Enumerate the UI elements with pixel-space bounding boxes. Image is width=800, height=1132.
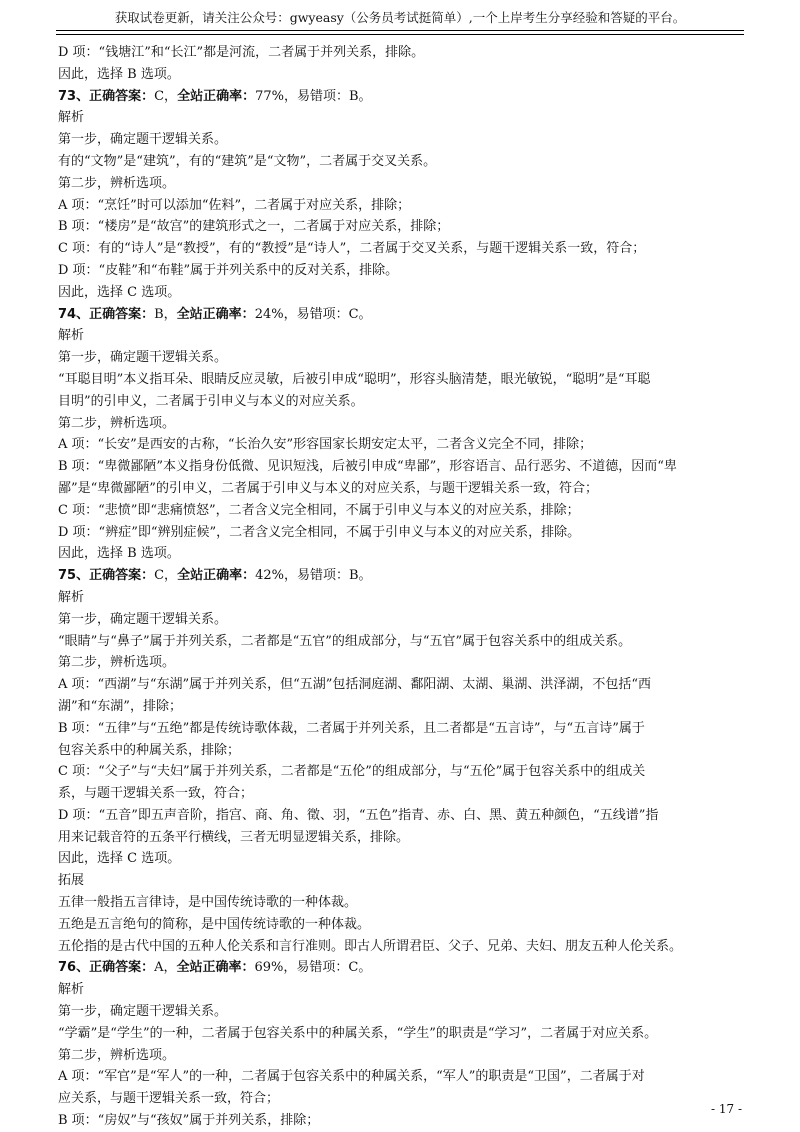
- document-body: [58, 42, 748, 1132]
- text-line: 第二步，辨析选项。: [58, 1047, 176, 1063]
- text-line: D 项：“皮鞋”和“布鞋”属于并列关系中的反对关系，排除。: [58, 262, 399, 278]
- text-line: D 项：“辨症”即“辨别症候”，二者含义完全相同，不属于引申义与本义的对应关系，排除。: [58, 524, 581, 540]
- rate-value: 69%，易错项：C。: [254, 960, 372, 976]
- question-number: 76、: [58, 960, 90, 976]
- rate-value: 42%，易错项：B。: [255, 568, 372, 584]
- text-line: D 项：“五音”即五声音阶，指宫、商、角、徵、羽，“五色”指青、赤、白、黑、黄五种颜色，“五线谱”指: [58, 807, 659, 823]
- text-line: 第一步，确定题干逻辑关系。: [58, 132, 228, 148]
- text-line: 解析: [58, 589, 85, 605]
- text-line: 五律一般指五言律诗，是中国传统诗歌的一种体裁。: [58, 895, 358, 911]
- text-line: A 项：“西湖”与“东湖”属于并列关系，但“五湖”包括洞庭湖、鄱阳湖、太湖、巢湖、洪泽湖，不包括“西: [58, 677, 652, 693]
- text-line: B 项：“楼房”是“故宫”的建筑形式之一，二者属于对应关系，排除；: [58, 219, 450, 235]
- rate-label: 全站正确率：: [176, 306, 255, 322]
- text-line: D 项：“钱塘江”和“长江”都是河流，二者属于并列关系，排除。: [58, 45, 425, 60]
- text-line: 包容关系中的种属关系，排除；: [58, 742, 241, 758]
- text-line: 因此，选择 B 选项。: [58, 546, 180, 562]
- rate-label: 全站正确率：: [176, 960, 255, 976]
- text-line: 因此，选择 C 选项。: [58, 284, 181, 300]
- header-rule-thick: [56, 30, 744, 31]
- text-line: 第二步，辨析选项。: [58, 415, 176, 431]
- question-number: 73、: [58, 88, 90, 104]
- text-line: 鄙”是“卑微鄙陋”的引申义，二者属于引申义与本义的对应关系，与题干逻辑关系一致，符合；: [58, 480, 598, 496]
- question-number: 75、: [58, 568, 90, 584]
- text-line: 用来记载音符的五条平行横线，三者无明显逻辑关系，排除。: [58, 829, 410, 845]
- answer-label: 正确答案：: [89, 568, 155, 584]
- text-line: 因此，选择 B 选项。: [58, 66, 180, 82]
- text-line: 第一步，确定题干逻辑关系。: [58, 611, 228, 627]
- text-line: 因此，选择 C 选项。: [58, 851, 181, 867]
- rate-label: 全站正确率：: [177, 568, 256, 584]
- text-line: 系，与题干逻辑关系一致，符合；: [58, 786, 254, 802]
- text-line: 第一步，确定题干逻辑关系。: [58, 350, 228, 366]
- text-line: 有的“文物”是“建筑”，有的“建筑”是“文物”，二者属于交叉关系。: [58, 153, 437, 169]
- answer-value: C，: [154, 568, 178, 584]
- rate-value: 24%，易错项：C。: [254, 306, 372, 322]
- rate-label: 全站正确率：: [177, 88, 256, 104]
- text-line: C 项：“悲愤”即“悲痛愤怒”，二者含义完全相同，不属于引申义与本义的对应关系，排除；: [58, 502, 580, 518]
- answer-value: B，: [154, 306, 177, 322]
- text-line: “学霸”是“学生”的一种，二者属于包容关系中的种属关系，“学生”的职责是“学习”，二者属于对应关系。: [58, 1025, 658, 1041]
- text-line: B 项：“房奴”与“孩奴”属于并列关系，排除；: [58, 1113, 320, 1129]
- rate-value: 77%，易错项：B。: [255, 88, 372, 104]
- text-line: 第二步，辨析选项。: [58, 175, 176, 191]
- text-line: 解析: [58, 328, 85, 344]
- text-line: 拓展: [58, 873, 85, 889]
- text-line: 解析: [58, 982, 85, 998]
- answer-value: A，: [154, 960, 177, 976]
- question-answer-line: [58, 86, 748, 108]
- text-line: C 项：“父子”与“夫妇”属于并列关系，二者都是“五伦”的组成部分，与“五伦”属于包容关系中的组成关: [58, 764, 646, 780]
- text-line: 目明”的引申义，二者属于引申义与本义的对应关系。: [58, 393, 364, 409]
- text-line: “耳聪目明”本义指耳朵、眼睛反应灵敏，后被引申成“聪明”，形容头脑清楚，眼光敏锐，“聪明”是“耳聪: [58, 371, 651, 387]
- text-line: C 项：有的“诗人”是“教授”，有的“教授”是“诗人”，二者属于交叉关系，与题干逻辑关系一致，符合；: [58, 241, 646, 257]
- question-number: 74、: [58, 306, 90, 322]
- text-line: B 项：“五律”与“五绝”都是传统诗歌体裁，二者属于并列关系，且二者都是“五言诗”，与“五言诗”属于: [58, 720, 645, 736]
- text-line: 五伦指的是古代中国的五种人伦关系和言行准则。即古人所谓君臣、父子、兄弟、夫妇、朋友五种人伦关系。: [58, 938, 683, 954]
- answer-value: C，: [154, 88, 178, 104]
- question-answer-line: [58, 565, 748, 587]
- text-line: “眼睛”与“鼻子”属于并列关系，二者都是“五官”的组成部分，与“五官”属于包容关系中的组成关系。: [58, 633, 632, 649]
- answer-label: 正确答案：: [89, 88, 155, 104]
- answer-label: 正确答案：: [89, 306, 155, 322]
- page-header: 获取试卷更新，请关注公众号：gwyeasy（公务员考试挺简单）,一个上岸考生分享经验和答疑的平台。: [114, 10, 686, 25]
- question-answer-line: [58, 304, 748, 326]
- header-rule-thin: [56, 34, 744, 35]
- text-line: 第二步，辨析选项。: [58, 655, 176, 671]
- answer-label: 正确答案：: [89, 960, 155, 976]
- question-answer-line: [58, 957, 748, 979]
- text-line: A 项：“军官”是“军人”的一种，二者属于包容关系中的种属关系，“军人”的职责是“卫国”，二者属于对: [58, 1069, 645, 1085]
- text-line: A 项：“烹饪”时可以添加“佐料”，二者属于对应关系，排除；: [58, 197, 411, 213]
- page-number: - 17 -: [710, 1102, 742, 1116]
- text-line: 第一步，确定题干逻辑关系。: [58, 1004, 228, 1020]
- text-line: 应关系，与题干逻辑关系一致，符合；: [58, 1091, 280, 1107]
- text-line: 湖”和“东湖”，排除；: [58, 698, 182, 714]
- text-line: 解析: [58, 110, 85, 126]
- text-line: A 项：“长安”是西安的古称，“长治久安”形容国家长期安定太平，二者含义完全不同，排除；: [58, 437, 593, 453]
- text-line: B 项：“卑微鄙陋”本义指身份低微、见识短浅，后被引申成“卑鄙”，形容语言、品行恶劣、不道德，因而“卑: [58, 459, 677, 475]
- text-line: 五绝是五言绝句的简称，是中国传统诗歌的一种体裁。: [58, 916, 371, 932]
